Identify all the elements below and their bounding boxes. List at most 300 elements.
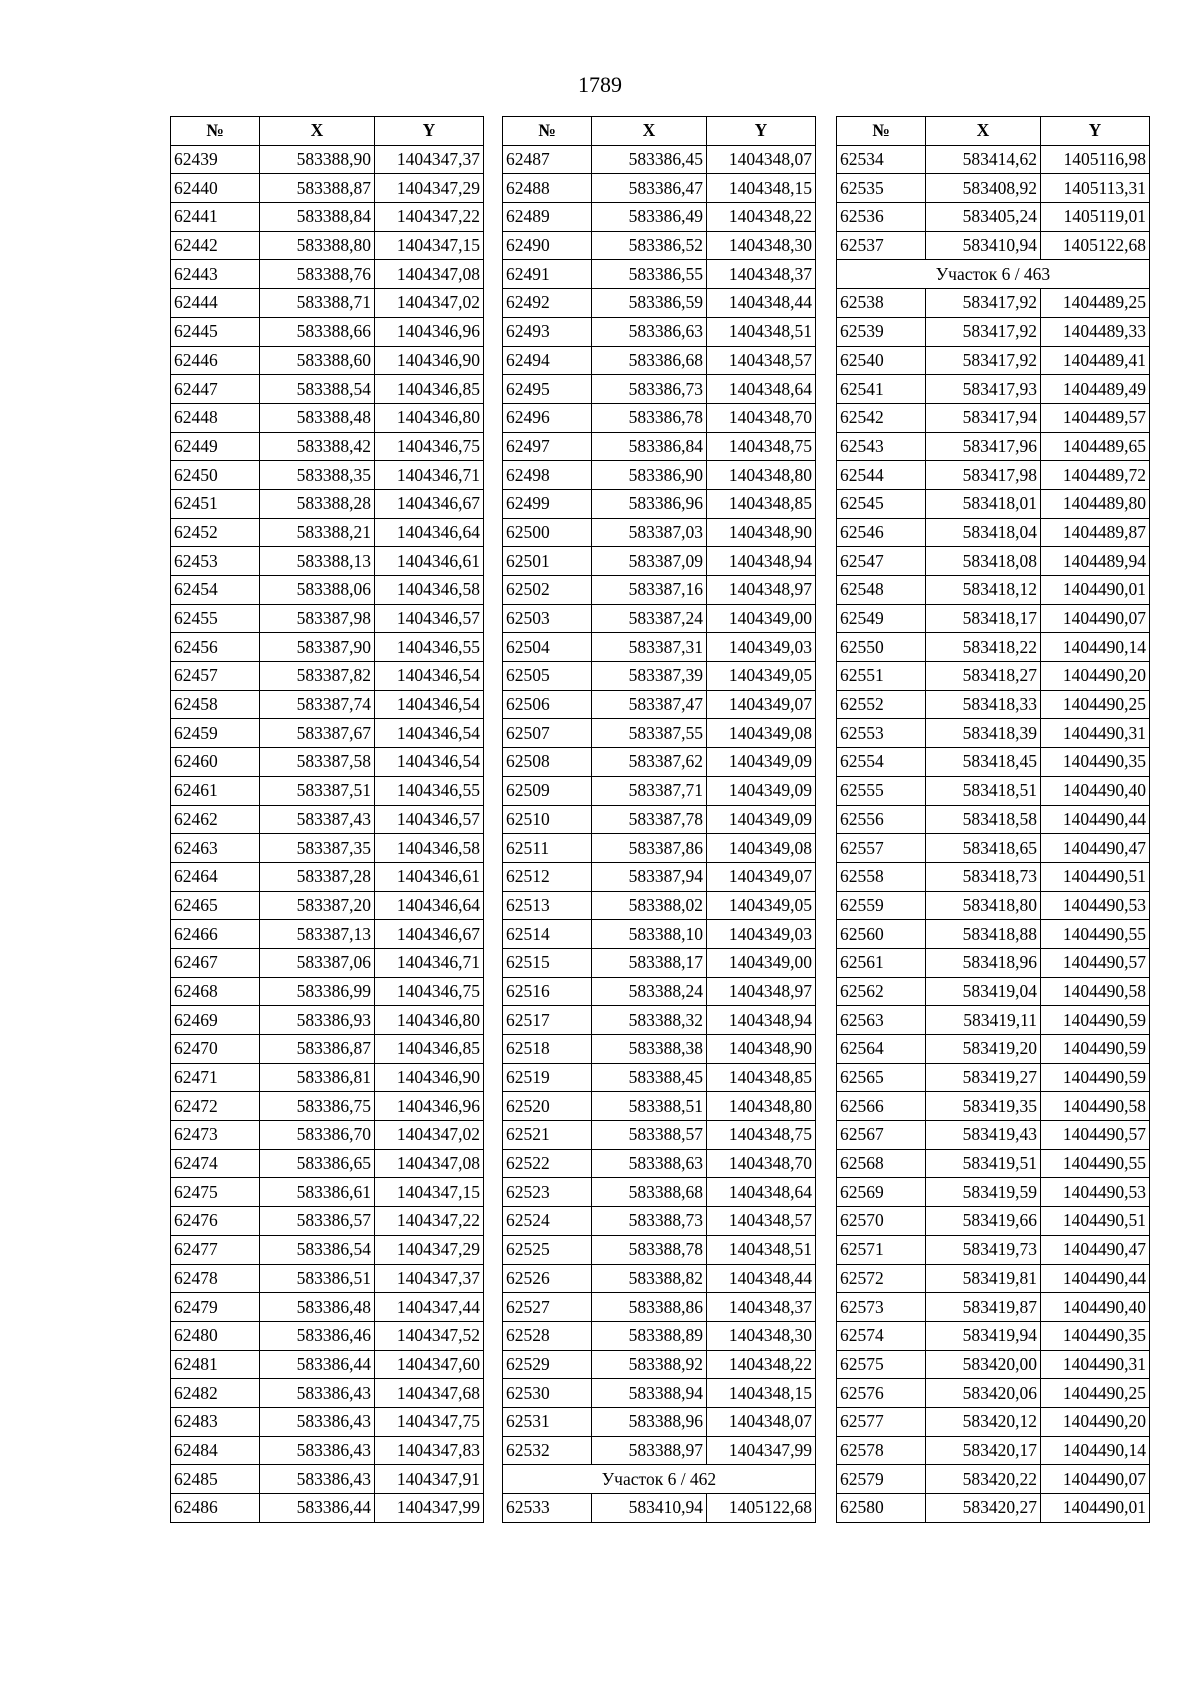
y-coordinate: 1404347,15 (375, 231, 484, 260)
y-coordinate: 1404347,08 (375, 1149, 484, 1178)
table-row (837, 489, 1150, 518)
y-coordinate: 1404346,67 (375, 489, 484, 518)
point-number: 62566 (837, 1092, 926, 1121)
table-row (171, 1207, 484, 1236)
point-number: 62518 (503, 1035, 592, 1064)
table-row (503, 805, 816, 834)
x-coordinate: 583417,92 (926, 317, 1041, 346)
table-row (837, 776, 1150, 805)
x-coordinate: 583388,48 (260, 403, 375, 432)
x-coordinate: 583420,06 (926, 1379, 1041, 1408)
y-coordinate: 1404348,15 (707, 1379, 816, 1408)
y-coordinate: 1404490,01 (1041, 1494, 1150, 1523)
point-number: 62478 (171, 1264, 260, 1293)
table-row (171, 461, 484, 490)
point-number: 62457 (171, 662, 260, 691)
y-coordinate: 1404490,25 (1041, 690, 1150, 719)
point-number: 62539 (837, 317, 926, 346)
point-number: 62486 (171, 1494, 260, 1523)
table-row (503, 174, 816, 203)
y-coordinate: 1404346,71 (375, 461, 484, 490)
table-row (171, 1178, 484, 1207)
point-number: 62454 (171, 576, 260, 605)
y-coordinate: 1404347,52 (375, 1321, 484, 1350)
x-coordinate: 583418,04 (926, 518, 1041, 547)
table-row (837, 604, 1150, 633)
x-coordinate: 583386,87 (260, 1035, 375, 1064)
x-coordinate: 583388,10 (592, 920, 707, 949)
x-coordinate: 583386,99 (260, 977, 375, 1006)
point-number: 62567 (837, 1121, 926, 1150)
point-number: 62498 (503, 461, 592, 490)
table-row (503, 432, 816, 461)
y-coordinate: 1404349,00 (707, 604, 816, 633)
table-row (837, 1494, 1150, 1523)
x-coordinate: 583387,03 (592, 518, 707, 547)
x-coordinate: 583388,02 (592, 891, 707, 920)
y-coordinate: 1404347,83 (375, 1436, 484, 1465)
y-coordinate: 1404347,37 (375, 145, 484, 174)
y-coordinate: 1404347,99 (375, 1494, 484, 1523)
point-number: 62451 (171, 489, 260, 518)
x-coordinate: 583388,45 (592, 1063, 707, 1092)
point-number: 62476 (171, 1207, 260, 1236)
point-number: 62469 (171, 1006, 260, 1035)
x-coordinate: 583388,38 (592, 1035, 707, 1064)
x-coordinate: 583410,94 (592, 1494, 707, 1523)
point-number: 62471 (171, 1063, 260, 1092)
x-coordinate: 583387,28 (260, 862, 375, 891)
x-coordinate: 583386,65 (260, 1149, 375, 1178)
y-coordinate: 1404347,08 (375, 260, 484, 289)
y-coordinate: 1405113,31 (1041, 174, 1150, 203)
y-coordinate: 1404347,15 (375, 1178, 484, 1207)
y-coordinate: 1404490,07 (1041, 1465, 1150, 1494)
table-row (837, 547, 1150, 576)
table-row (837, 719, 1150, 748)
x-coordinate: 583386,43 (260, 1379, 375, 1408)
point-number: 62578 (837, 1436, 926, 1465)
y-coordinate: 1404348,07 (707, 1407, 816, 1436)
point-number: 62519 (503, 1063, 592, 1092)
point-number: 62442 (171, 231, 260, 260)
point-number: 62571 (837, 1235, 926, 1264)
table-row (171, 1321, 484, 1350)
y-coordinate: 1404489,57 (1041, 403, 1150, 432)
table-row (503, 375, 816, 404)
table-row (503, 203, 816, 232)
table-row (171, 977, 484, 1006)
point-number: 62496 (503, 403, 592, 432)
table-row (503, 690, 816, 719)
x-coordinate: 583419,51 (926, 1149, 1041, 1178)
point-number: 62445 (171, 317, 260, 346)
table-row (503, 547, 816, 576)
x-coordinate: 583410,94 (926, 231, 1041, 260)
point-number: 62516 (503, 977, 592, 1006)
y-coordinate: 1404348,51 (707, 1235, 816, 1264)
y-coordinate: 1404348,94 (707, 1006, 816, 1035)
y-coordinate: 1404348,37 (707, 1293, 816, 1322)
y-coordinate: 1404348,80 (707, 461, 816, 490)
point-number: 62577 (837, 1407, 926, 1436)
point-number: 62450 (171, 461, 260, 490)
table-row (171, 1264, 484, 1293)
table-row (837, 1379, 1150, 1408)
header-number: № (503, 117, 592, 146)
table-row (503, 1207, 816, 1236)
point-number: 62477 (171, 1235, 260, 1264)
y-coordinate: 1404490,51 (1041, 1207, 1150, 1236)
point-number: 62574 (837, 1321, 926, 1350)
point-number: 62533 (503, 1494, 592, 1523)
table-row (503, 1494, 816, 1523)
x-coordinate: 583419,04 (926, 977, 1041, 1006)
point-number: 62446 (171, 346, 260, 375)
x-coordinate: 583387,39 (592, 662, 707, 691)
table-row (171, 289, 484, 318)
y-coordinate: 1404346,55 (375, 776, 484, 805)
y-coordinate: 1404346,80 (375, 1006, 484, 1035)
y-coordinate: 1404348,90 (707, 518, 816, 547)
x-coordinate: 583386,45 (592, 145, 707, 174)
x-coordinate: 583420,22 (926, 1465, 1041, 1494)
y-coordinate: 1404490,35 (1041, 1321, 1150, 1350)
y-coordinate: 1404347,02 (375, 289, 484, 318)
x-coordinate: 583418,80 (926, 891, 1041, 920)
y-coordinate: 1404348,85 (707, 1063, 816, 1092)
x-coordinate: 583387,31 (592, 633, 707, 662)
section-label: Участок 6 / 462 (503, 1465, 816, 1494)
x-coordinate: 583386,43 (260, 1407, 375, 1436)
x-coordinate: 583418,96 (926, 948, 1041, 977)
x-coordinate: 583387,43 (260, 805, 375, 834)
point-number: 62470 (171, 1035, 260, 1064)
y-coordinate: 1404346,75 (375, 432, 484, 461)
x-coordinate: 583419,27 (926, 1063, 1041, 1092)
x-coordinate: 583387,09 (592, 547, 707, 576)
point-number: 62510 (503, 805, 592, 834)
table-row (171, 662, 484, 691)
x-coordinate: 583388,80 (260, 231, 375, 260)
y-coordinate: 1404346,61 (375, 862, 484, 891)
table-row (503, 403, 816, 432)
x-coordinate: 583418,01 (926, 489, 1041, 518)
x-coordinate: 583388,28 (260, 489, 375, 518)
header-number: № (837, 117, 926, 146)
point-number: 62489 (503, 203, 592, 232)
x-coordinate: 583388,96 (592, 1407, 707, 1436)
x-coordinate: 583418,65 (926, 834, 1041, 863)
point-number: 62520 (503, 1092, 592, 1121)
header-y: Y (1041, 117, 1150, 146)
y-coordinate: 1404348,70 (707, 403, 816, 432)
table-row (171, 834, 484, 863)
x-coordinate: 583387,35 (260, 834, 375, 863)
header-y: Y (707, 117, 816, 146)
table-row (837, 1465, 1150, 1494)
x-coordinate: 583405,24 (926, 203, 1041, 232)
table-row (837, 346, 1150, 375)
y-coordinate: 1404490,51 (1041, 862, 1150, 891)
point-number: 62440 (171, 174, 260, 203)
x-coordinate: 583388,90 (260, 145, 375, 174)
y-coordinate: 1404346,54 (375, 690, 484, 719)
table-row (503, 1178, 816, 1207)
point-number: 62512 (503, 862, 592, 891)
x-coordinate: 583388,35 (260, 461, 375, 490)
table-row (837, 518, 1150, 547)
table-row (171, 260, 484, 289)
table-row (837, 461, 1150, 490)
y-coordinate: 1404490,20 (1041, 1407, 1150, 1436)
y-coordinate: 1404349,00 (707, 948, 816, 977)
point-number: 62448 (171, 403, 260, 432)
x-coordinate: 583388,60 (260, 346, 375, 375)
table-row (503, 489, 816, 518)
table-row (837, 748, 1150, 777)
y-coordinate: 1404346,71 (375, 948, 484, 977)
page-number: 1789 (578, 72, 622, 97)
table-header-row (171, 117, 484, 146)
point-number: 62502 (503, 576, 592, 605)
point-number: 62534 (837, 145, 926, 174)
table-row (837, 432, 1150, 461)
point-number: 62568 (837, 1149, 926, 1178)
y-coordinate: 1404490,20 (1041, 662, 1150, 691)
x-coordinate: 583419,20 (926, 1035, 1041, 1064)
x-coordinate: 583388,57 (592, 1121, 707, 1150)
point-number: 62515 (503, 948, 592, 977)
x-coordinate: 583388,78 (592, 1235, 707, 1264)
table-row (171, 403, 484, 432)
y-coordinate: 1404348,85 (707, 489, 816, 518)
point-number: 62460 (171, 748, 260, 777)
point-number: 62441 (171, 203, 260, 232)
point-number: 62492 (503, 289, 592, 318)
point-number: 62501 (503, 547, 592, 576)
y-coordinate: 1404348,30 (707, 231, 816, 260)
table-row (837, 1092, 1150, 1121)
table-row (837, 317, 1150, 346)
table-row (503, 604, 816, 633)
table-row (837, 1321, 1150, 1350)
header-x: X (926, 117, 1041, 146)
y-coordinate: 1404490,53 (1041, 1178, 1150, 1207)
point-number: 62487 (503, 145, 592, 174)
point-number: 62575 (837, 1350, 926, 1379)
x-coordinate: 583388,73 (592, 1207, 707, 1236)
table-row (503, 719, 816, 748)
table-row (503, 1264, 816, 1293)
point-number: 62544 (837, 461, 926, 490)
y-coordinate: 1404349,09 (707, 776, 816, 805)
point-number: 62572 (837, 1264, 926, 1293)
x-coordinate: 583418,22 (926, 633, 1041, 662)
y-coordinate: 1404349,05 (707, 662, 816, 691)
x-coordinate: 583386,51 (260, 1264, 375, 1293)
y-coordinate: 1404348,22 (707, 203, 816, 232)
x-coordinate: 583417,92 (926, 289, 1041, 318)
table-header-row (837, 117, 1150, 146)
table-row (503, 748, 816, 777)
table-row (837, 948, 1150, 977)
x-coordinate: 583386,48 (260, 1293, 375, 1322)
table-row (503, 1006, 816, 1035)
y-coordinate: 1404348,51 (707, 317, 816, 346)
y-coordinate: 1404349,09 (707, 805, 816, 834)
x-coordinate: 583388,89 (592, 1321, 707, 1350)
table-row (837, 1035, 1150, 1064)
x-coordinate: 583386,68 (592, 346, 707, 375)
point-number: 62579 (837, 1465, 926, 1494)
table-row (837, 1264, 1150, 1293)
section-label: Участок 6 / 463 (837, 260, 1150, 289)
point-number: 62547 (837, 547, 926, 576)
point-number: 62554 (837, 748, 926, 777)
y-coordinate: 1404490,55 (1041, 920, 1150, 949)
x-coordinate: 583386,93 (260, 1006, 375, 1035)
x-coordinate: 583419,94 (926, 1321, 1041, 1350)
section-row (503, 1465, 816, 1494)
header-x: X (260, 117, 375, 146)
point-number: 62558 (837, 862, 926, 891)
point-number: 62514 (503, 920, 592, 949)
x-coordinate: 583414,62 (926, 145, 1041, 174)
table-row (171, 518, 484, 547)
coordinate-table-2 (502, 116, 816, 1523)
x-coordinate: 583419,35 (926, 1092, 1041, 1121)
x-coordinate: 583420,17 (926, 1436, 1041, 1465)
table-row (503, 977, 816, 1006)
x-coordinate: 583418,08 (926, 547, 1041, 576)
point-number: 62439 (171, 145, 260, 174)
y-coordinate: 1404348,75 (707, 432, 816, 461)
x-coordinate: 583418,39 (926, 719, 1041, 748)
point-number: 62529 (503, 1350, 592, 1379)
table-row (171, 948, 484, 977)
table-row (503, 461, 816, 490)
table-row (503, 1063, 816, 1092)
table-row (171, 489, 484, 518)
x-coordinate: 583388,68 (592, 1178, 707, 1207)
point-number: 62542 (837, 403, 926, 432)
x-coordinate: 583418,33 (926, 690, 1041, 719)
table-row (171, 145, 484, 174)
x-coordinate: 583417,92 (926, 346, 1041, 375)
y-coordinate: 1404346,61 (375, 547, 484, 576)
y-coordinate: 1404490,58 (1041, 1092, 1150, 1121)
y-coordinate: 1404489,87 (1041, 518, 1150, 547)
table-row (503, 260, 816, 289)
y-coordinate: 1404346,58 (375, 834, 484, 863)
y-coordinate: 1404347,37 (375, 1264, 484, 1293)
x-coordinate: 583387,51 (260, 776, 375, 805)
y-coordinate: 1404348,64 (707, 1178, 816, 1207)
table-row (171, 719, 484, 748)
x-coordinate: 583386,96 (592, 489, 707, 518)
point-number: 62464 (171, 862, 260, 891)
point-number: 62459 (171, 719, 260, 748)
table-row (171, 1092, 484, 1121)
table-row (837, 633, 1150, 662)
point-number: 62530 (503, 1379, 592, 1408)
table-row (171, 1063, 484, 1092)
table-row (837, 403, 1150, 432)
point-number: 62559 (837, 891, 926, 920)
x-coordinate: 583418,12 (926, 576, 1041, 605)
x-coordinate: 583387,55 (592, 719, 707, 748)
y-coordinate: 1404346,54 (375, 662, 484, 691)
table-row (171, 748, 484, 777)
header-number: № (171, 117, 260, 146)
y-coordinate: 1404489,65 (1041, 432, 1150, 461)
x-coordinate: 583419,66 (926, 1207, 1041, 1236)
table-row (837, 203, 1150, 232)
x-coordinate: 583418,51 (926, 776, 1041, 805)
point-number: 62506 (503, 690, 592, 719)
y-coordinate: 1404348,97 (707, 977, 816, 1006)
x-coordinate: 583417,98 (926, 461, 1041, 490)
y-coordinate: 1404490,40 (1041, 776, 1150, 805)
y-coordinate: 1404489,41 (1041, 346, 1150, 375)
y-coordinate: 1404348,90 (707, 1035, 816, 1064)
table-row (503, 1035, 816, 1064)
y-coordinate: 1404489,94 (1041, 547, 1150, 576)
x-coordinate: 583387,13 (260, 920, 375, 949)
y-coordinate: 1404489,72 (1041, 461, 1150, 490)
x-coordinate: 583418,45 (926, 748, 1041, 777)
point-number: 62551 (837, 662, 926, 691)
table-row (837, 834, 1150, 863)
y-coordinate: 1404347,02 (375, 1121, 484, 1150)
y-coordinate: 1404348,22 (707, 1350, 816, 1379)
x-coordinate: 583386,73 (592, 375, 707, 404)
table-row (171, 1293, 484, 1322)
y-coordinate: 1404347,22 (375, 1207, 484, 1236)
table-row (503, 948, 816, 977)
point-number: 62546 (837, 518, 926, 547)
table-row (503, 1350, 816, 1379)
table-row (503, 776, 816, 805)
x-coordinate: 583388,76 (260, 260, 375, 289)
x-coordinate: 583418,27 (926, 662, 1041, 691)
point-number: 62564 (837, 1035, 926, 1064)
y-coordinate: 1404490,25 (1041, 1379, 1150, 1408)
table-row (503, 1092, 816, 1121)
x-coordinate: 583388,66 (260, 317, 375, 346)
table-row (171, 547, 484, 576)
point-number: 62541 (837, 375, 926, 404)
y-coordinate: 1404349,03 (707, 920, 816, 949)
table-row (837, 231, 1150, 260)
table-row (837, 805, 1150, 834)
y-coordinate: 1404346,75 (375, 977, 484, 1006)
table-header-row (503, 117, 816, 146)
x-coordinate: 583387,06 (260, 948, 375, 977)
y-coordinate: 1404346,90 (375, 346, 484, 375)
x-coordinate: 583387,62 (592, 748, 707, 777)
x-coordinate: 583388,24 (592, 977, 707, 1006)
point-number: 62565 (837, 1063, 926, 1092)
table-row (503, 834, 816, 863)
point-number: 62549 (837, 604, 926, 633)
y-coordinate: 1404347,29 (375, 1235, 484, 1264)
point-number: 62495 (503, 375, 592, 404)
table-row (171, 375, 484, 404)
table-row (171, 174, 484, 203)
table-row (171, 1436, 484, 1465)
